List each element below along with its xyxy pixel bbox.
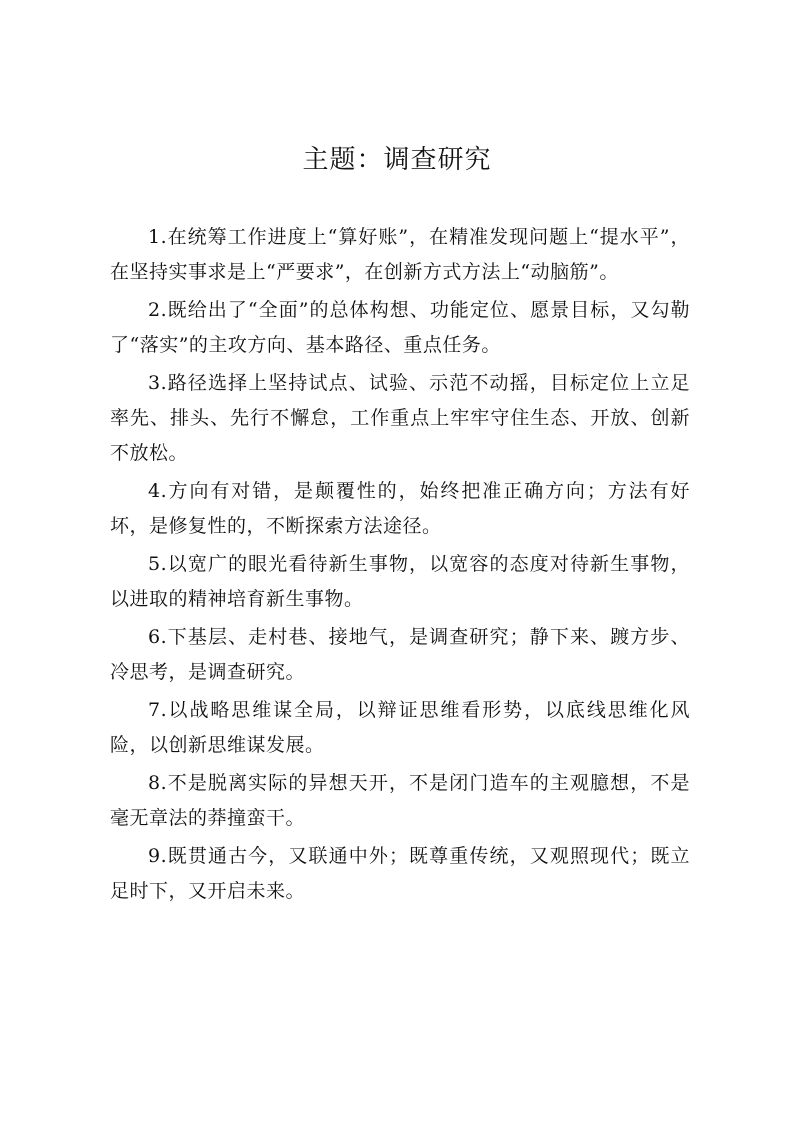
- paragraph-2: 2.既给出了“全面”的总体构想、功能定位、愿景目标，又勾勒了“落实”的主攻方向、基本路径、重点任务。: [110, 299, 690, 356]
- page-title: 主题：调查研究: [302, 145, 492, 175]
- paragraph-5: 5.以宽广的眼光看待新生事物，以宽容的态度对待新生事物，以进取的精神培育新生事物。: [110, 553, 690, 610]
- paragraph-6: 6.下基层、走村巷、接地气，是调查研究；静下来、踱方步、冷思考，是调查研究。: [110, 626, 690, 683]
- paragraph-7: 7.以战略思维谋全局，以辩证思维看形势，以底线思维化风险，以创新思维谋发展。: [110, 699, 690, 756]
- paragraph-1: 1.在统筹工作进度上“算好账”，在精准发现问题上“提水平”，在坚持实事求是上“严要求”，在创新方式方法上“动脑筋”。: [110, 226, 690, 283]
- paragraph-8: 8.不是脱离实际的异想天开，不是闭门造车的主观臆想，不是毫无章法的莽撞蛮干。: [110, 772, 690, 829]
- document-body: [110, 220, 690, 909]
- paragraph-9: 9.既贯通古今，又联通中外；既尊重传统，又观照现代；既立足时下，又开启未来。: [110, 845, 690, 902]
- paragraph-4: 4.方向有对错，是颠覆性的，始终把准正确方向；方法有好坏，是修复性的，不断探索方法途径。: [110, 480, 690, 537]
- paragraph-3: 3.路径选择上坚持试点、试验、示范不动摇，目标定位上立足率先、排头、先行不懈怠，工作重点上牢牢守住生态、开放、创新不放松。: [110, 372, 690, 464]
